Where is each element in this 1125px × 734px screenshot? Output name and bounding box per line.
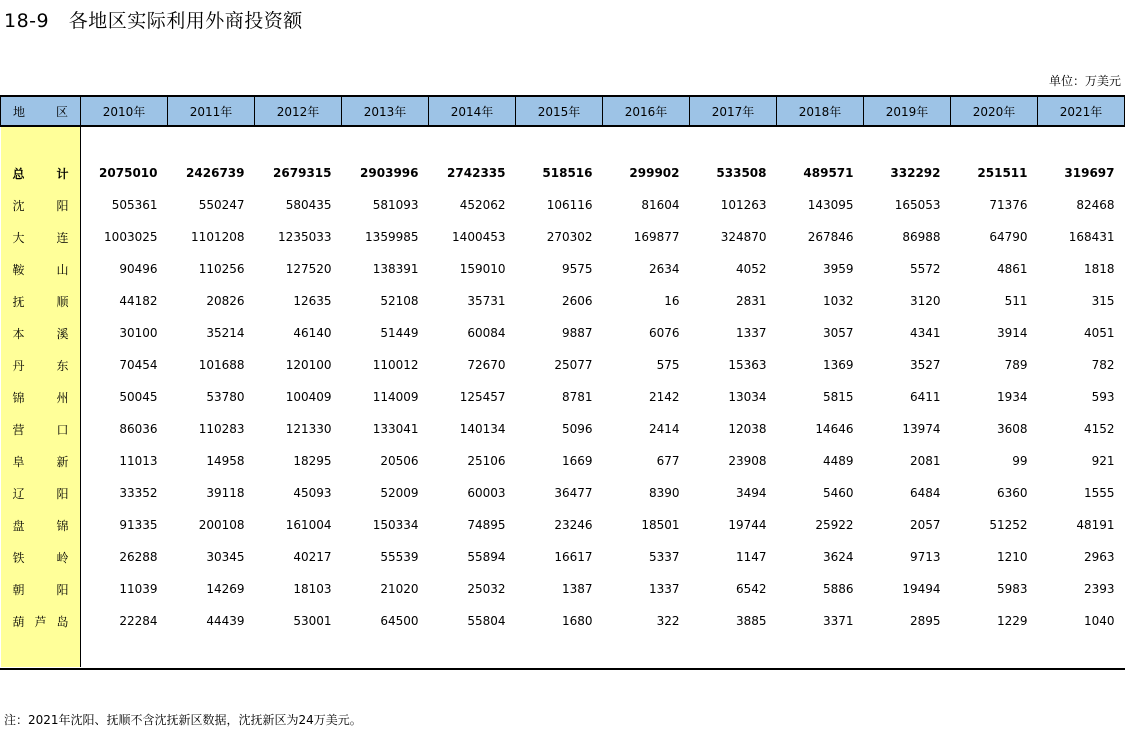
value-cell: 33352	[119, 486, 158, 500]
value-cell: 1818	[1083, 262, 1115, 276]
table-row	[1, 285, 1125, 317]
value-cell: 332292	[890, 166, 941, 180]
value-cell: 315	[1091, 294, 1115, 308]
year-header: 2018年	[777, 96, 864, 126]
value-cell: 44439	[206, 614, 245, 628]
table-row	[1, 189, 1125, 221]
page-title: 18-9 各地区实际利用外商投资额	[4, 10, 303, 32]
value-cell: 505361	[111, 198, 158, 212]
value-cell: 70454	[119, 358, 158, 372]
year-header: 2013年	[342, 96, 429, 126]
value-cell: 127520	[285, 262, 332, 276]
table-row	[1, 605, 1125, 637]
year-header: 2016年	[603, 96, 690, 126]
value-cell: 782	[1091, 358, 1115, 372]
value-cell: 1387	[561, 582, 593, 596]
value-cell: 18295	[293, 454, 332, 468]
year-header: 2020年	[951, 96, 1038, 126]
value-cell: 5983	[996, 582, 1028, 596]
value-cell: 2831	[735, 294, 767, 308]
value-cell: 101688	[198, 358, 245, 372]
region-name-char: 州	[56, 390, 69, 405]
value-cell: 3624	[822, 550, 854, 564]
value-cell: 1147	[735, 550, 767, 564]
value-cell: 5460	[822, 486, 854, 500]
value-cell: 1210	[996, 550, 1028, 564]
table-row	[1, 573, 1125, 605]
value-cell: 12635	[293, 294, 332, 308]
value-cell: 1337	[735, 326, 767, 340]
value-cell: 1229	[996, 614, 1028, 628]
value-cell: 6360	[996, 486, 1028, 500]
value-cell: 125457	[459, 390, 506, 404]
region-cell	[1, 605, 81, 637]
value-cell: 40217	[293, 550, 332, 564]
value-cell: 18103	[293, 582, 332, 596]
region-cell	[1, 541, 81, 573]
table-row	[1, 413, 1125, 445]
value-cell: 39118	[206, 486, 245, 500]
value-cell: 3057	[822, 326, 854, 340]
value-cell: 2393	[1083, 582, 1115, 596]
value-cell: 2679315	[273, 166, 332, 180]
region-name-char: 朝	[12, 582, 25, 597]
region-name-char: 盘	[12, 518, 25, 533]
value-cell: 46140	[293, 326, 332, 340]
value-cell: 120100	[285, 358, 332, 372]
region-cell	[1, 317, 81, 349]
value-cell: 2426739	[186, 166, 245, 180]
unit-label: 单位：万美元	[1048, 74, 1121, 88]
value-cell: 8390	[648, 486, 680, 500]
region-name-char: 芦	[34, 614, 47, 629]
year-header: 2010年	[81, 96, 168, 126]
value-cell: 101263	[720, 198, 767, 212]
value-cell: 11013	[119, 454, 158, 468]
value-cell: 299902	[629, 166, 680, 180]
value-cell: 452062	[459, 198, 506, 212]
value-cell: 53780	[206, 390, 245, 404]
value-cell: 121330	[285, 422, 332, 436]
year-header: 2011年	[168, 96, 255, 126]
region-cell	[1, 253, 81, 285]
region-cell	[1, 221, 81, 253]
year-header: 2015年	[516, 96, 603, 126]
region-name-char: 新	[56, 454, 69, 469]
value-cell: 4152	[1083, 422, 1115, 436]
value-cell: 3371	[822, 614, 854, 628]
value-cell: 19744	[728, 518, 767, 532]
value-cell: 20506	[380, 454, 419, 468]
region-cell	[1, 157, 81, 189]
value-cell: 64790	[989, 230, 1028, 244]
table-bottom-rule	[0, 668, 1125, 670]
value-cell: 9887	[561, 326, 593, 340]
table-row	[1, 253, 1125, 285]
value-cell: 1400453	[452, 230, 506, 244]
value-cell: 19494	[902, 582, 941, 596]
value-cell: 14269	[206, 582, 245, 596]
value-cell: 677	[656, 454, 680, 468]
value-cell: 74895	[467, 518, 506, 532]
value-cell: 51449	[380, 326, 419, 340]
value-cell: 1359985	[365, 230, 419, 244]
value-cell: 2634	[648, 262, 680, 276]
value-cell: 72670	[467, 358, 506, 372]
region-name-char: 岛	[56, 614, 69, 629]
value-cell: 14958	[206, 454, 245, 468]
year-header: 2021年	[1038, 96, 1125, 126]
value-cell: 1555	[1083, 486, 1115, 500]
value-cell: 3885	[735, 614, 767, 628]
value-cell: 52108	[380, 294, 419, 308]
table-body	[1, 126, 1125, 667]
value-cell: 55804	[467, 614, 506, 628]
value-cell: 82468	[1076, 198, 1115, 212]
value-cell: 13974	[902, 422, 941, 436]
value-cell: 1003025	[104, 230, 158, 244]
value-cell: 169877	[633, 230, 680, 244]
value-cell: 9713	[909, 550, 941, 564]
value-cell: 55894	[467, 550, 506, 564]
region-name-char: 沈	[12, 198, 25, 213]
region-cell	[1, 509, 81, 541]
region-cell	[1, 381, 81, 413]
value-cell: 8781	[561, 390, 593, 404]
value-cell: 150334	[372, 518, 419, 532]
region-name-char: 铁	[12, 550, 25, 565]
value-cell: 3120	[909, 294, 941, 308]
value-cell: 580435	[285, 198, 332, 212]
value-cell: 6542	[735, 582, 767, 596]
value-cell: 35731	[467, 294, 506, 308]
value-cell: 25922	[815, 518, 854, 532]
region-name-char: 溪	[56, 326, 69, 341]
value-cell: 20826	[206, 294, 245, 308]
value-cell: 1040	[1083, 614, 1115, 628]
spacer-row	[1, 126, 1125, 157]
value-cell: 50045	[119, 390, 158, 404]
value-cell: 110012	[372, 358, 419, 372]
value-cell: 1032	[822, 294, 854, 308]
value-cell: 1669	[561, 454, 593, 468]
region-name-char: 东	[56, 358, 69, 373]
value-cell: 23246	[554, 518, 593, 532]
value-cell: 4861	[996, 262, 1028, 276]
header-row	[1, 96, 1125, 126]
value-cell: 159010	[459, 262, 506, 276]
value-cell: 6484	[909, 486, 941, 500]
value-cell: 6076	[648, 326, 680, 340]
value-cell: 55539	[380, 550, 419, 564]
value-cell: 4051	[1083, 326, 1115, 340]
value-cell: 25077	[554, 358, 593, 372]
region-name-char: 连	[56, 230, 69, 245]
table-row	[1, 541, 1125, 573]
value-cell: 18501	[641, 518, 680, 532]
value-cell: 11039	[119, 582, 158, 596]
region-header-char: 区	[55, 104, 68, 119]
value-cell: 44182	[119, 294, 158, 308]
value-cell: 5815	[822, 390, 854, 404]
region-name-char: 阳	[56, 582, 69, 597]
value-cell: 5886	[822, 582, 854, 596]
value-cell: 25106	[467, 454, 506, 468]
value-cell: 1101208	[191, 230, 245, 244]
table-row	[1, 509, 1125, 541]
region-header	[1, 96, 81, 126]
value-cell: 4341	[909, 326, 941, 340]
value-cell: 2963	[1083, 550, 1115, 564]
value-cell: 53001	[293, 614, 332, 628]
value-cell: 533508	[716, 166, 767, 180]
value-cell: 99	[1012, 454, 1028, 468]
region-name-char: 锦	[12, 390, 25, 405]
value-cell: 12038	[728, 422, 767, 436]
value-cell: 921	[1091, 454, 1115, 468]
value-cell: 22284	[119, 614, 158, 628]
value-cell: 64500	[380, 614, 419, 628]
value-cell: 2742335	[447, 166, 506, 180]
region-cell	[1, 349, 81, 381]
value-cell: 200108	[198, 518, 245, 532]
table-row	[1, 317, 1125, 349]
value-cell: 4052	[735, 262, 767, 276]
value-cell: 16617	[554, 550, 593, 564]
region-cell	[1, 573, 81, 605]
table-row	[1, 349, 1125, 381]
value-cell: 21020	[380, 582, 419, 596]
value-cell: 511	[1004, 294, 1028, 308]
region-name-char: 抚	[12, 294, 25, 309]
value-cell: 322	[656, 614, 680, 628]
value-cell: 319697	[1064, 166, 1115, 180]
value-cell: 3608	[996, 422, 1028, 436]
value-cell: 1235033	[278, 230, 332, 244]
value-cell: 2081	[909, 454, 941, 468]
region-name-char: 计	[56, 166, 69, 181]
region-name-char: 阳	[56, 486, 69, 501]
value-cell: 2142	[648, 390, 680, 404]
table-row	[1, 477, 1125, 509]
value-cell: 3914	[996, 326, 1028, 340]
region-name-char: 本	[12, 326, 25, 341]
value-cell: 138391	[372, 262, 419, 276]
value-cell: 550247	[198, 198, 245, 212]
value-cell: 1369	[822, 358, 854, 372]
value-cell: 2075010	[99, 166, 158, 180]
region-cell	[1, 477, 81, 509]
value-cell: 3527	[909, 358, 941, 372]
value-cell: 3959	[822, 262, 854, 276]
value-cell: 1934	[996, 390, 1028, 404]
value-cell: 4489	[822, 454, 854, 468]
value-cell: 2414	[648, 422, 680, 436]
region-name-char: 岭	[56, 550, 69, 565]
value-cell: 5337	[648, 550, 680, 564]
value-cell: 2903996	[360, 166, 419, 180]
region-name-char: 营	[12, 422, 25, 437]
value-cell: 251511	[977, 166, 1028, 180]
region-name-char: 阜	[12, 454, 25, 469]
region-header-char: 地	[13, 104, 26, 119]
value-cell: 575	[656, 358, 680, 372]
table-row	[1, 221, 1125, 253]
value-cell: 489571	[803, 166, 854, 180]
value-cell: 6411	[909, 390, 941, 404]
value-cell: 60003	[467, 486, 506, 500]
region-cell	[1, 285, 81, 317]
value-cell: 1337	[648, 582, 680, 596]
value-cell: 91335	[119, 518, 158, 532]
value-cell: 13034	[728, 390, 767, 404]
value-cell: 789	[1004, 358, 1028, 372]
value-cell: 3494	[735, 486, 767, 500]
value-cell: 16	[664, 294, 680, 308]
value-cell: 14646	[815, 422, 854, 436]
value-cell: 270302	[546, 230, 593, 244]
table-row	[1, 381, 1125, 413]
value-cell: 2895	[909, 614, 941, 628]
value-cell: 30100	[119, 326, 158, 340]
value-cell: 36477	[554, 486, 593, 500]
value-cell: 2606	[561, 294, 593, 308]
value-cell: 60084	[467, 326, 506, 340]
region-cell	[1, 189, 81, 221]
padding-row	[1, 637, 1125, 667]
value-cell: 110256	[198, 262, 245, 276]
value-cell: 90496	[119, 262, 158, 276]
value-cell: 2057	[909, 518, 941, 532]
value-cell: 86036	[119, 422, 158, 436]
table-row	[1, 445, 1125, 477]
value-cell: 518516	[542, 166, 593, 180]
year-header: 2019年	[864, 96, 951, 126]
value-cell: 45093	[293, 486, 332, 500]
region-name-char: 丹	[12, 358, 25, 373]
value-cell: 51252	[989, 518, 1028, 532]
value-cell: 86988	[902, 230, 941, 244]
region-cell	[1, 413, 81, 445]
footnote: 注：2021年沈阳、抚顺不含沈抚新区数据，沈抚新区为24万美元。	[4, 713, 362, 727]
value-cell: 133041	[372, 422, 419, 436]
value-cell: 5096	[561, 422, 593, 436]
region-name-char: 阳	[56, 198, 69, 213]
value-cell: 1680	[561, 614, 593, 628]
value-cell: 81604	[641, 198, 680, 212]
value-cell: 324870	[720, 230, 767, 244]
value-cell: 267846	[807, 230, 854, 244]
value-cell: 52009	[380, 486, 419, 500]
value-cell: 168431	[1068, 230, 1115, 244]
region-name-char: 山	[56, 262, 69, 277]
value-cell: 30345	[206, 550, 245, 564]
value-cell: 35214	[206, 326, 245, 340]
table-row	[1, 157, 1125, 189]
year-header: 2017年	[690, 96, 777, 126]
region-name-char: 锦	[56, 518, 69, 533]
value-cell: 48191	[1076, 518, 1115, 532]
value-cell: 581093	[372, 198, 419, 212]
value-cell: 5572	[909, 262, 941, 276]
value-cell: 23908	[728, 454, 767, 468]
region-cell	[1, 445, 81, 477]
value-cell: 15363	[728, 358, 767, 372]
value-cell: 593	[1091, 390, 1115, 404]
value-cell: 106116	[546, 198, 593, 212]
value-cell: 165053	[894, 198, 941, 212]
data-table	[0, 95, 1125, 667]
region-name-char: 鞍	[12, 262, 25, 277]
region-name-char: 口	[56, 422, 69, 437]
region-name-char: 顺	[56, 294, 69, 309]
region-name-char: 总	[12, 166, 25, 181]
value-cell: 26288	[119, 550, 158, 564]
value-cell: 71376	[989, 198, 1028, 212]
value-cell: 110283	[198, 422, 245, 436]
value-cell: 161004	[285, 518, 332, 532]
value-cell: 143095	[807, 198, 854, 212]
region-name-char: 葫	[12, 614, 25, 629]
year-header: 2014年	[429, 96, 516, 126]
value-cell: 25032	[467, 582, 506, 596]
value-cell: 9575	[561, 262, 593, 276]
year-header: 2012年	[255, 96, 342, 126]
region-name-char: 大	[12, 230, 25, 245]
value-cell: 140134	[459, 422, 506, 436]
value-cell: 114009	[372, 390, 419, 404]
value-cell: 100409	[285, 390, 332, 404]
region-name-char: 辽	[12, 486, 25, 501]
